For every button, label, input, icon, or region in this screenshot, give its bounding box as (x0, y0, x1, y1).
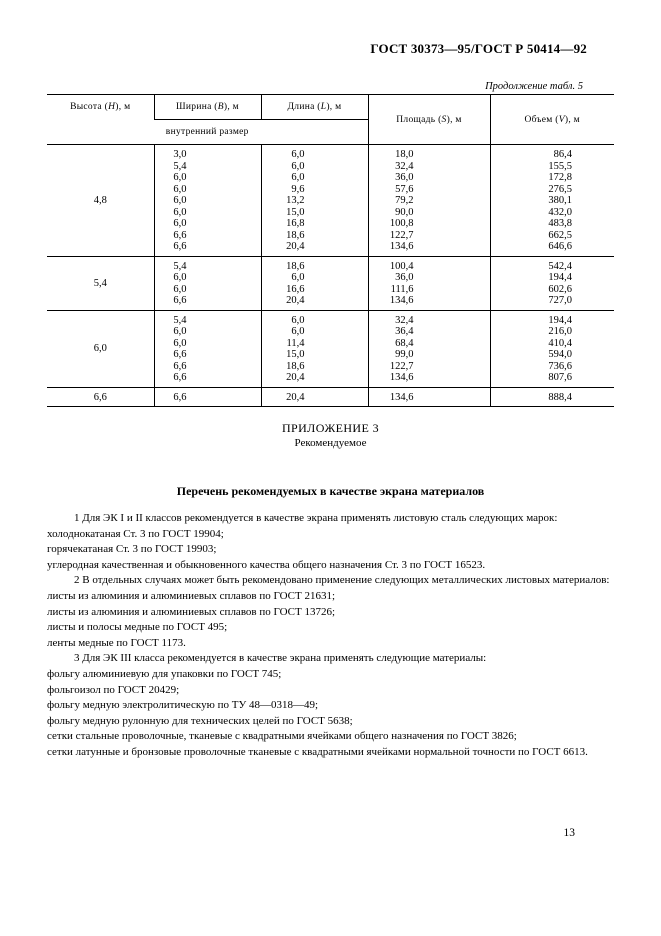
length-value: 6,0 (291, 314, 305, 326)
area-value: 134,6 (389, 295, 414, 306)
col-header-volume: Объем (V), м (490, 95, 614, 145)
list-item: листы из алюминия и алюминиевых сплавов по ГОСТ 13726; (47, 605, 336, 618)
area-value: 36,0 (395, 272, 414, 283)
length-value: 6,0 (291, 172, 305, 183)
height-cell: 5,4 (47, 256, 154, 310)
table-row-group (47, 387, 614, 407)
area-value: 32,4 (395, 160, 414, 172)
width-value: 6,0 (173, 272, 187, 283)
volume-cell (490, 387, 614, 407)
width-value: 6,0 (173, 206, 187, 218)
length-value: 6,0 (291, 326, 305, 337)
volume-value: 410,4 (548, 337, 572, 349)
volume-value: 727,0 (548, 295, 572, 306)
length-value: 13,2 (286, 195, 305, 206)
length-value: 15,0 (286, 349, 305, 360)
width-cell (154, 387, 261, 407)
list-item: горячекатаная Ст. 3 по ГОСТ 19903; (47, 543, 217, 556)
materials-list (47, 511, 614, 761)
volume-cell (490, 145, 614, 257)
width-value: 6,6 (173, 295, 187, 306)
area-value: 36,0 (395, 172, 414, 183)
area-value: 134,6 (389, 241, 414, 252)
width-cell (154, 310, 261, 387)
width-value: 3,0 (173, 149, 187, 160)
area-value: 18,0 (395, 149, 414, 160)
volume-value: 807,6 (548, 372, 572, 383)
height-cell: 6,6 (47, 387, 154, 407)
length-cell (261, 256, 368, 310)
width-value: 6,0 (173, 283, 187, 295)
appendix-subtitle: Рекомендуемое (294, 437, 367, 449)
col-subheader-inner-size: внутренний размер (47, 120, 368, 145)
document-number: ГОСТ 30373—95/ГОСТ Р 50414—92 (370, 41, 587, 56)
area-value: 68,4 (395, 337, 414, 349)
area-value: 99,0 (395, 349, 414, 360)
length-value: 18,6 (286, 360, 305, 372)
area-value: 100,8 (389, 218, 414, 229)
area-cell (368, 310, 490, 387)
volume-value: 194,4 (548, 314, 572, 326)
width-value: 6,0 (173, 218, 187, 229)
width-value: 6,0 (173, 183, 187, 195)
area-value: 36,4 (395, 326, 414, 337)
list-item: фольгу медную электролитическую по ТУ 48—0318—49; (47, 699, 319, 712)
length-value: 20,4 (286, 295, 305, 306)
volume-value: 172,8 (548, 172, 572, 183)
volume-value: 380,1 (548, 195, 572, 206)
col-header-width: Ширина (B), м (154, 95, 261, 120)
volume-value: 483,8 (548, 218, 572, 229)
volume-value: 432,0 (548, 206, 572, 218)
volume-value: 662,5 (548, 229, 572, 241)
width-value: 5,4 (173, 260, 187, 272)
list-item: сетки стальные проволочные, тканевые с квадратными ячейками общего назначения по ГОСТ 3826; (47, 730, 517, 743)
list-item: холоднокатаная Ст. 3 по ГОСТ 19904; (47, 527, 224, 540)
col-header-length: Длина (L), м (261, 95, 368, 120)
width-value: 6,6 (173, 241, 187, 252)
width-value: 5,4 (173, 314, 187, 326)
width-cell (154, 256, 261, 310)
list-item: фольгу медную рулонную для технических целей по ГОСТ 5638; (47, 714, 353, 727)
list-item: фольгу алюминиевую для упаковки по ГОСТ 745; (47, 667, 282, 680)
list-item: листы из алюминия и алюминиевых сплавов по ГОСТ 21631; (47, 589, 336, 602)
length-cell (261, 310, 368, 387)
area-value: 134,6 (389, 391, 414, 403)
table-row-group (47, 310, 614, 387)
volume-value: 646,6 (548, 241, 572, 252)
area-cell (368, 256, 490, 310)
appendix-title: ПРИЛОЖЕНИЕ 3 (281, 421, 380, 435)
length-value: 16,8 (286, 218, 305, 229)
col-header-height: Высота (H), м (47, 95, 154, 120)
length-value: 18,6 (286, 229, 305, 241)
section-title: Перечень рекомендуемых в качестве экрана материалов (176, 484, 485, 498)
width-value: 6,6 (173, 229, 187, 241)
length-value: 9,6 (291, 183, 305, 195)
col-header-area: Площадь (S), м (368, 95, 490, 145)
length-cell (261, 145, 368, 257)
volume-value: 594,0 (548, 349, 572, 360)
volume-cell (490, 310, 614, 387)
page-number: 13 (563, 827, 575, 839)
table-row-group (47, 256, 614, 310)
area-cell (368, 145, 490, 257)
list-item: ленты медные по ГОСТ 1173. (47, 636, 186, 649)
width-value: 6,6 (173, 391, 187, 403)
table-row-group (47, 145, 614, 257)
volume-value: 736,6 (548, 360, 572, 372)
length-value: 15,0 (286, 206, 305, 218)
numbered-paragraph: 3 Для ЭК III класса рекомендуется в качестве экрана применять следующие материалы: (74, 652, 487, 665)
length-value: 6,0 (291, 149, 305, 160)
appendix-heading (0, 421, 661, 449)
length-value: 11,4 (286, 337, 305, 349)
width-value: 6,0 (173, 326, 187, 337)
length-value: 6,0 (291, 160, 305, 172)
volume-cell (490, 256, 614, 310)
volume-value: 276,5 (548, 183, 572, 195)
width-value: 6,6 (173, 360, 187, 372)
area-value: 122,7 (389, 229, 414, 241)
list-item: сетки латунные и бронзовые проволочные тканевые с квадратными ячейками нормальной точности по ГОСТ 6613. (47, 745, 588, 758)
length-value: 16,6 (286, 283, 305, 295)
volume-value: 602,6 (548, 283, 572, 295)
list-item: углеродная качественная и обыкновенного качества общего назначения Ст. 3 по ГОСТ 16523. (47, 558, 486, 571)
area-value: 100,4 (389, 260, 414, 272)
volume-value: 888,4 (548, 391, 572, 403)
width-value: 6,0 (173, 195, 187, 206)
length-value: 20,4 (286, 372, 305, 383)
dimensions-table (47, 94, 614, 407)
volume-value: 86,4 (553, 149, 572, 160)
length-value: 20,4 (286, 391, 305, 403)
area-value: 111,6 (390, 283, 414, 295)
length-cell (261, 387, 368, 407)
length-value: 6,0 (291, 272, 305, 283)
list-item: листы и полосы медные по ГОСТ 495; (47, 621, 228, 634)
height-cell: 4,8 (93, 195, 107, 206)
height-cell: 6,0 (47, 310, 154, 387)
area-value: 79,2 (395, 195, 414, 206)
volume-value: 155,5 (548, 160, 572, 172)
volume-value: 194,4 (548, 272, 572, 283)
width-value: 6,6 (173, 349, 187, 360)
width-value: 6,0 (173, 172, 187, 183)
area-cell (368, 387, 490, 407)
length-value: 18,6 (286, 260, 305, 272)
width-cell (154, 145, 261, 257)
width-value: 6,0 (173, 337, 187, 349)
area-value: 90,0 (395, 206, 414, 218)
area-value: 32,4 (395, 314, 414, 326)
numbered-paragraph: 2 В отдельных случаях может быть рекомендовано применение следующих металлических листовых материалов: (74, 574, 610, 587)
area-value: 122,7 (389, 360, 414, 372)
table-continuation-label: Продолжение табл. 5 (485, 81, 583, 92)
volume-value: 542,4 (548, 260, 572, 272)
area-value: 57,6 (395, 183, 414, 195)
length-value: 20,4 (286, 241, 305, 252)
numbered-paragraph: 1 Для ЭК I и II классов рекомендуется в качестве экрана применять листовую сталь следующих марок: (74, 512, 558, 524)
width-value: 6,6 (173, 372, 187, 383)
width-value: 5,4 (173, 160, 187, 172)
list-item: фольгоизол по ГОСТ 20429; (47, 683, 180, 696)
area-value: 134,6 (389, 372, 414, 383)
volume-value: 216,0 (548, 326, 572, 337)
